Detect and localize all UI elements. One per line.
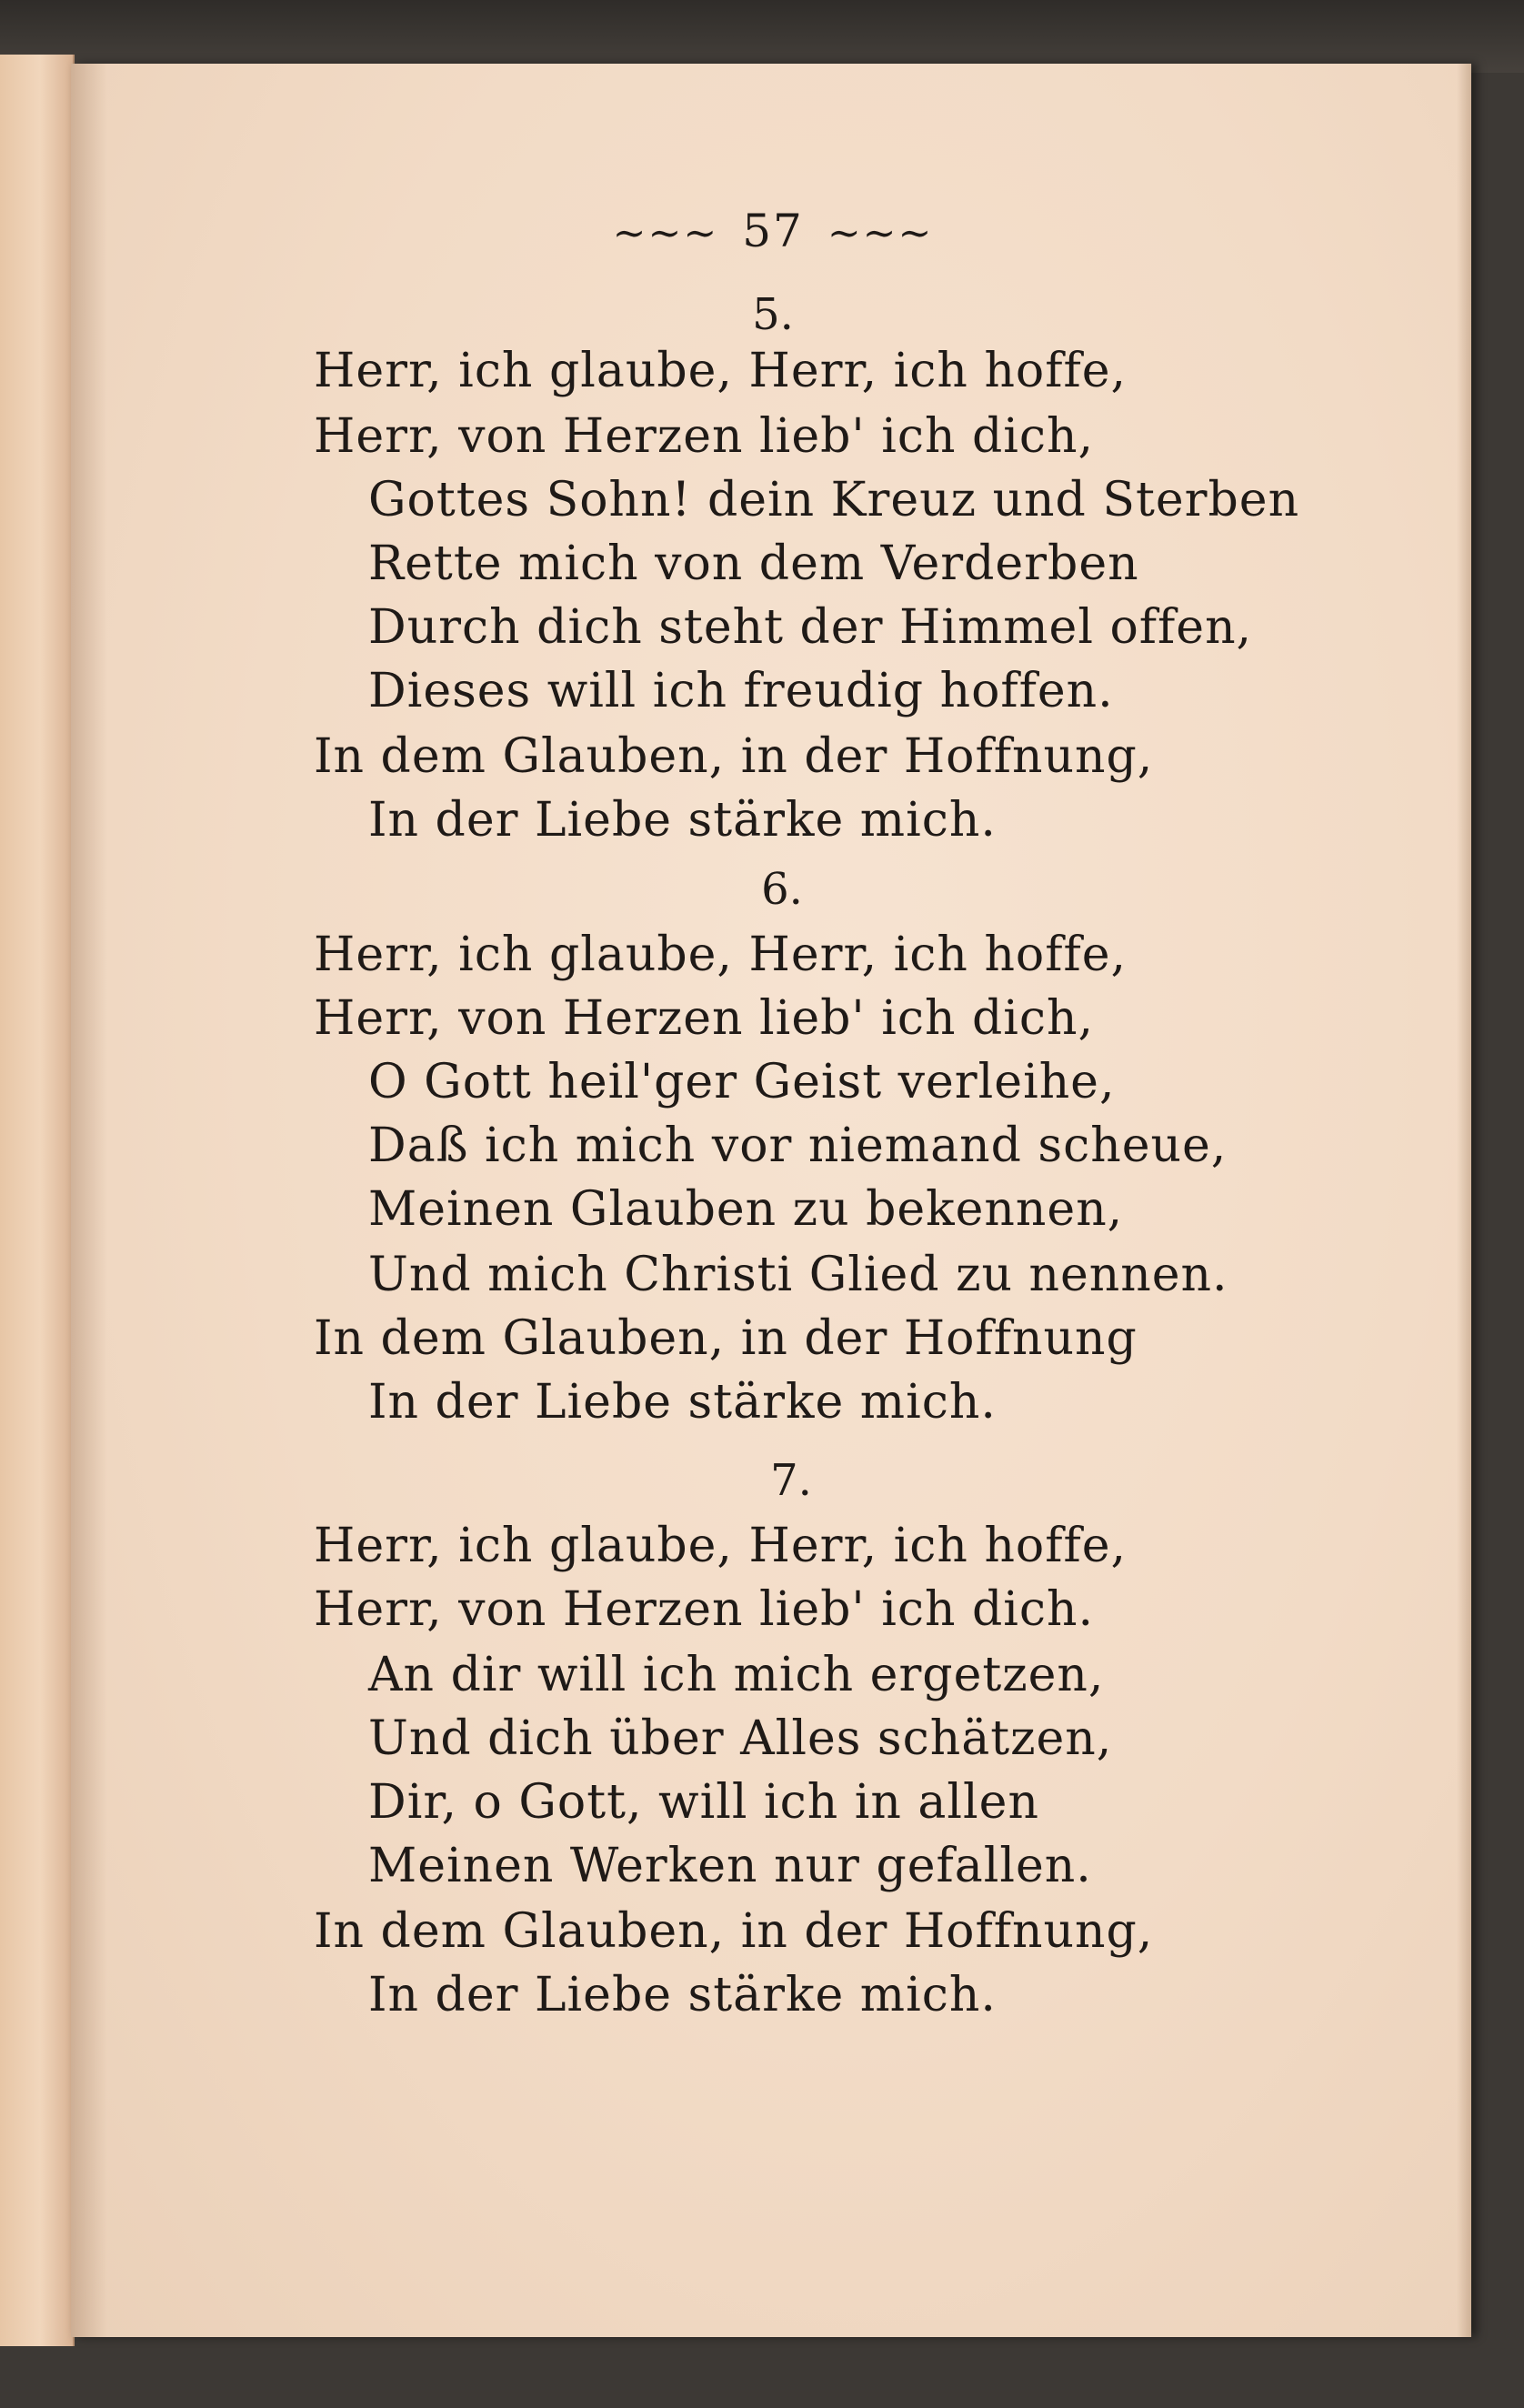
- verse-line: Herr, ich glaube, Herr, ich hoffe,: [314, 344, 1128, 398]
- verse-line: Dieses will ich freudig hoffen.: [368, 664, 1114, 718]
- page-header: [609, 205, 937, 257]
- verse-line: In der Liebe stärke mich.: [368, 1375, 997, 1430]
- verse-line: In dem Glauben, in der Hoffnung,: [314, 729, 1154, 784]
- verse-line: Herr, von Herzen lieb' ich dich,: [314, 991, 1095, 1046]
- stanza-number: 7.: [770, 1455, 812, 1506]
- verse-line: Rette mich von dem Verderben: [368, 537, 1139, 591]
- verse-line: Herr, von Herzen lieb' ich dich.: [314, 1582, 1095, 1637]
- verse-line: In der Liebe stärke mich.: [368, 793, 997, 848]
- verse-line: Herr, ich glaube, Herr, ich hoffe,: [314, 1519, 1128, 1573]
- page-number: 57: [742, 205, 804, 257]
- stanza-number: 5.: [752, 289, 794, 340]
- verse-line: Herr, ich glaube, Herr, ich hoffe,: [314, 928, 1128, 982]
- verse-line: Herr, von Herzen lieb' ich dich,: [314, 409, 1095, 464]
- verse-line: Durch dich steht der Himmel offen,: [368, 600, 1253, 655]
- verse-line: Meinen Glauben zu bekennen,: [368, 1182, 1124, 1237]
- verse-line: Dir, o Gott, will ich in allen: [368, 1775, 1039, 1830]
- verse-line: In der Liebe stärke mich.: [368, 1968, 997, 2022]
- verse-line: Daß ich mich vor niemand scheue,: [368, 1119, 1228, 1173]
- stanza-number: 6.: [761, 864, 803, 915]
- ornament-left: ~~~: [612, 210, 719, 256]
- verse-line: Und mich Christi Glied zu nennen.: [368, 1248, 1228, 1302]
- verse-line: In dem Glauben, in der Hoffnung: [314, 1311, 1138, 1366]
- verse-line: Meinen Werken nur gefallen.: [368, 1839, 1092, 1893]
- ornament-right: ~~~: [827, 210, 934, 256]
- verse-line: Und dich über Alles schätzen,: [368, 1711, 1113, 1766]
- verse-line: Gottes Sohn! dein Kreuz und Sterben: [368, 473, 1300, 527]
- verse-line: O Gott heil'ger Geist verleihe,: [368, 1055, 1116, 1109]
- verse-line: In dem Glauben, in der Hoffnung,: [314, 1904, 1154, 1959]
- verse-line: An dir will ich mich ergetzen,: [368, 1648, 1105, 1702]
